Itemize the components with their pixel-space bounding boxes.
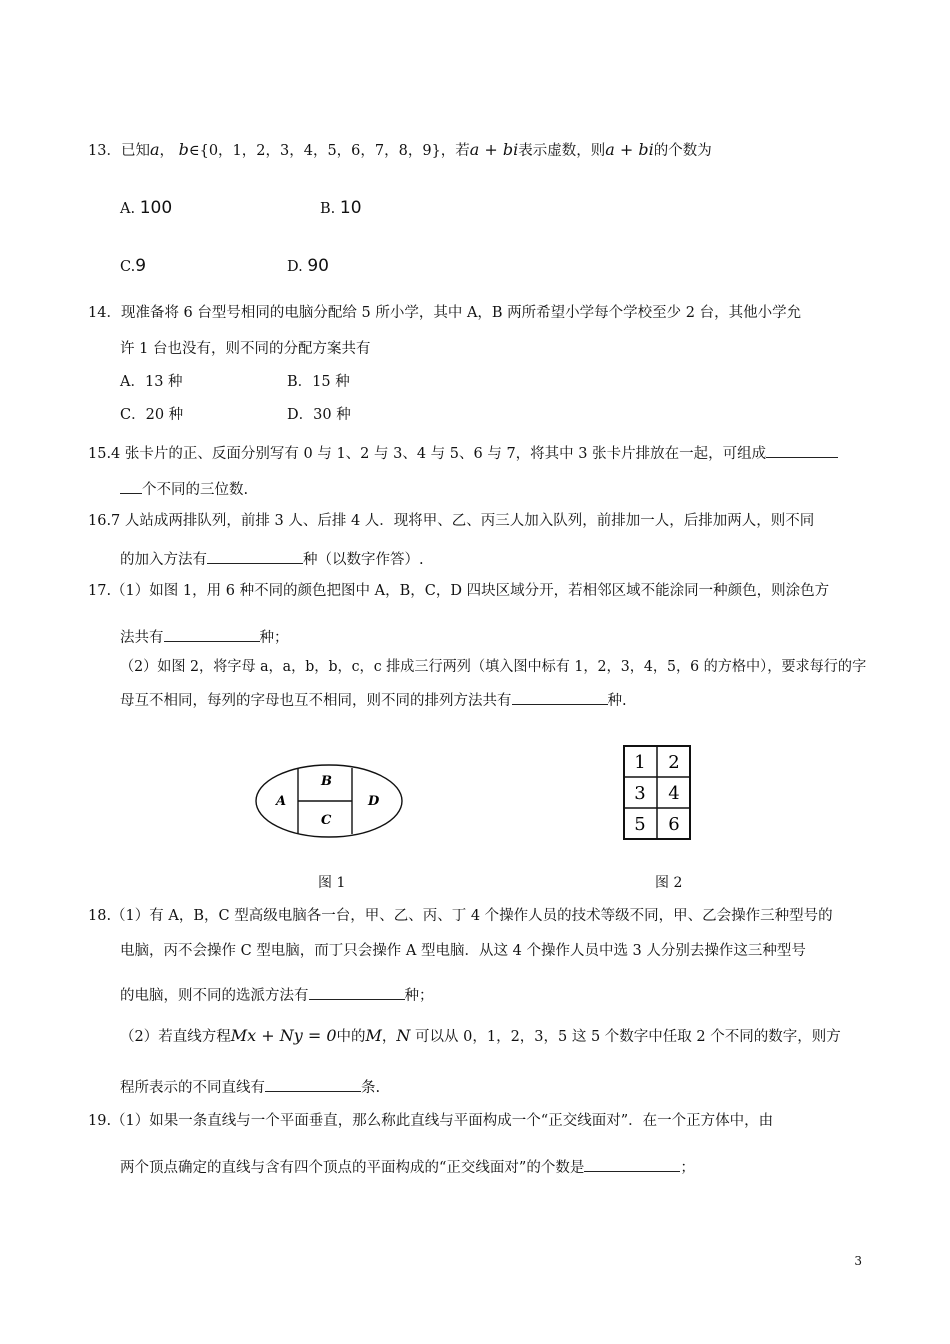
- grid-cell-4: 4: [668, 783, 680, 804]
- q17-line2: 法共有 种；: [120, 627, 289, 646]
- answer-blank[interactable]: [207, 549, 303, 564]
- region-d-label: D: [368, 794, 380, 809]
- q17-line4: 母互不相同，每列的字母也互不相同，则不同的排列方法共有 种.: [120, 690, 627, 709]
- figure-2-caption: 图 2: [655, 875, 683, 891]
- q16-line2: 的加入方法有 种（以数字作答）.: [120, 549, 424, 568]
- line-equation: Mx + Ny = 0: [230, 1026, 337, 1045]
- figure-2-grid: [623, 745, 693, 841]
- answer-blank[interactable]: [584, 1157, 680, 1172]
- grid-cell-6: 6: [668, 814, 680, 835]
- q19-line1: 19.（1）如果一条直线与一个平面垂直，那么称此直线与平面构成一个“正交线面对”．在一个正方体中，由: [88, 1113, 774, 1129]
- figure-1-diagram: [254, 763, 404, 839]
- q14-option-d: D．30 种: [287, 407, 351, 423]
- answer-blank[interactable]: [164, 627, 260, 642]
- grid-cell-5: 5: [634, 814, 646, 835]
- q14-option-c: C．20 种: [120, 407, 184, 423]
- region-c-label: C: [321, 813, 332, 828]
- answer-blank[interactable]: [309, 985, 405, 1000]
- q14-option-a: A．13 种: [120, 374, 183, 390]
- q14-option-b: B．15 种: [287, 374, 350, 390]
- answer-blank[interactable]: [120, 479, 142, 494]
- grid-cell-2: 2: [668, 752, 680, 773]
- region-a-label: A: [276, 794, 287, 809]
- q18-line2: 电脑，丙不会操作 C 型电脑，而丁只会操作 A 型电脑．从这 4 个操作人员中选 3 人分别去操作这三种型号: [120, 943, 806, 959]
- q15-line1: 15.4 张卡片的正、反面分别写有 0 与 1、2 与 3、4 与 5、6 与 7，将其中 3 张卡片排放在一起，可组成: [88, 443, 838, 462]
- q14-line2: 许 1 台也没有，则不同的分配方案共有: [120, 341, 371, 357]
- q18-line1: 18.（1）有 A，B，C 型高级电脑各一台，甲、乙、丙、丁 4 个操作人员的技术等级不同，甲、乙会操作三种型号的: [88, 908, 833, 924]
- q13-option-a: A. 100: [120, 198, 173, 218]
- q13-option-b: B. 10: [320, 198, 362, 218]
- q17-line1: 17.（1）如图 1，用 6 种不同的颜色把图中 A，B，C，D 四块区域分开，若相邻区域不能涂同一种颜色，则涂色方: [88, 583, 830, 599]
- region-b-label: B: [321, 774, 332, 789]
- answer-blank[interactable]: [512, 690, 608, 705]
- q16-line1: 16.7 人站成两排队列，前排 3 人、后排 4 人．现将甲、乙、丙三人加入队列，前排加一人，后排加两人，则不同: [88, 513, 815, 529]
- q18-line5: 程所表示的不同直线有 条.: [120, 1077, 380, 1096]
- figure-1-caption: 图 1: [318, 875, 346, 891]
- q18-line3: 的电脑，则不同的选派方法有 种；: [120, 985, 434, 1004]
- q17-line3: （2）如图 2，将字母 a，a，b，b，c，c 排成三行两列（填入图中标有 1，2，3，4，5，6 的方格中），要求每行的字: [120, 659, 867, 675]
- q13-option-d: D. 90: [287, 256, 329, 276]
- q19-line2: 两个顶点确定的直线与含有四个顶点的平面构成的“正交线面对”的个数是 ；: [120, 1157, 695, 1176]
- grid-cell-1: 1: [634, 752, 646, 773]
- grid-cell-3: 3: [634, 783, 646, 804]
- q13-option-c: C.9: [120, 256, 147, 276]
- answer-blank[interactable]: [265, 1077, 361, 1092]
- q14-line1: 14．现准备将 6 台型号相同的电脑分配给 5 所小学，其中 A，B 两所希望小学每个学校至少 2 台，其他小学允: [88, 305, 802, 321]
- answer-blank[interactable]: [766, 443, 838, 458]
- q18-line4: （2）若直线方程Mx + Ny = 0中的M，N 可以从 0，1，2，3，5 这 5 个数字中任取 2 个不同的数字，则方: [120, 1026, 841, 1045]
- page-number: 3: [854, 1254, 862, 1268]
- q15-line2: 个不同的三位数.: [120, 479, 248, 498]
- q13-stem: 13．已知a， b∈{0，1，2，3，4，5，6，7，8，9}，若a + bi表示虚数，则a + bi的个数为: [88, 140, 712, 159]
